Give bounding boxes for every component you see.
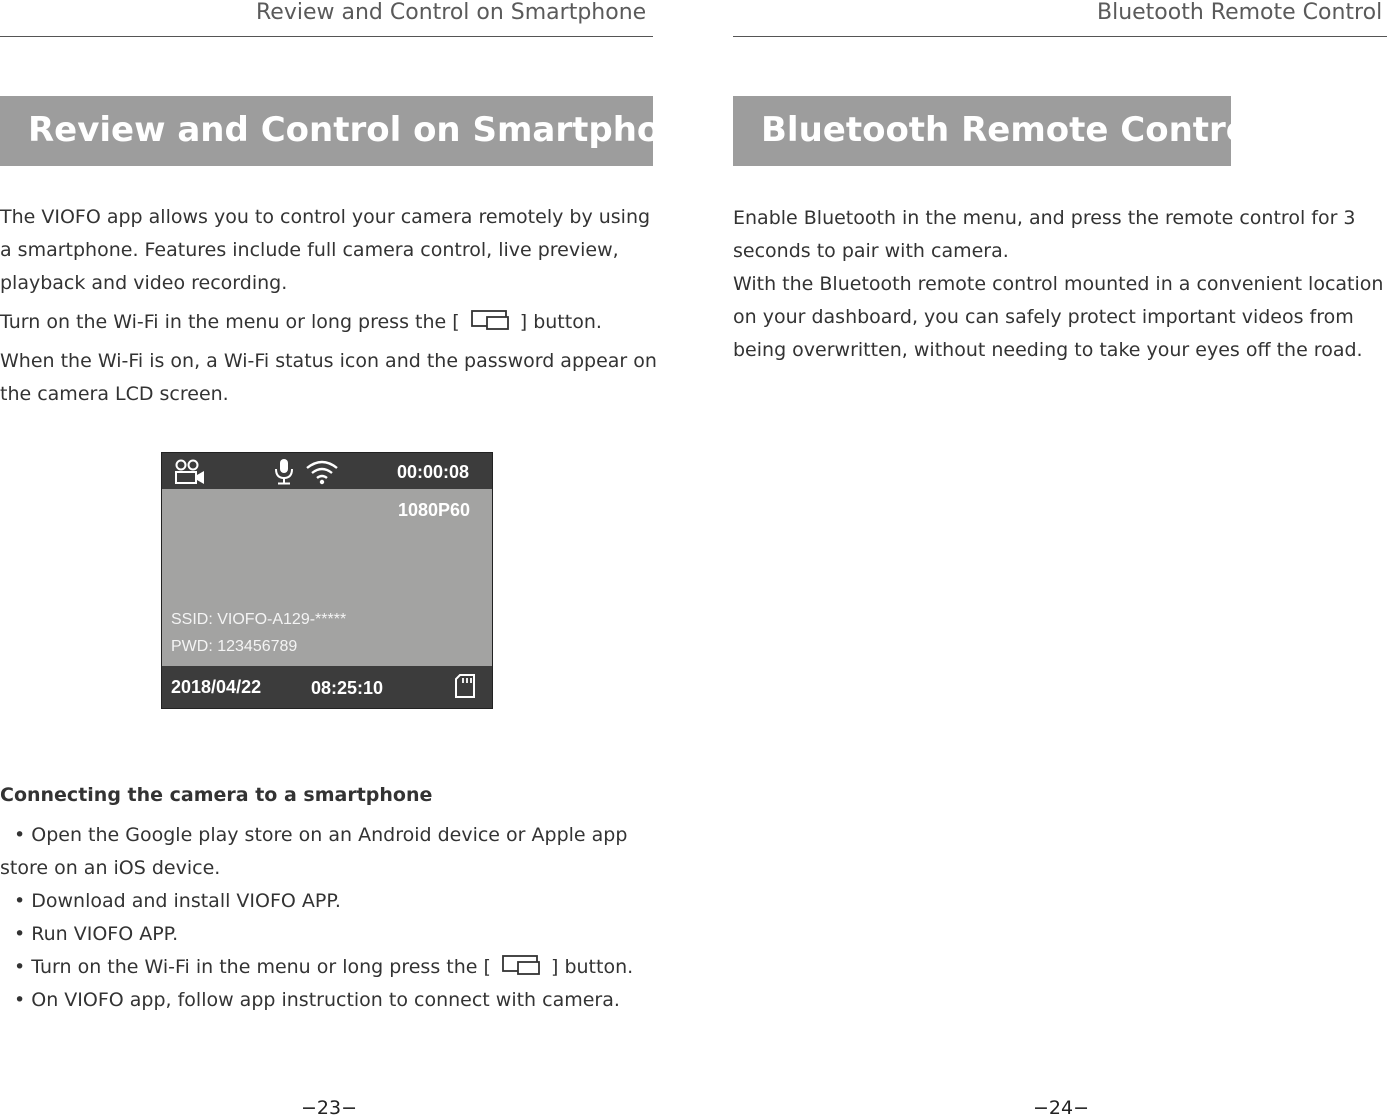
dual-camera-icon <box>174 459 206 485</box>
right-page-number: −24− <box>1033 1097 1090 1119</box>
right-section-banner <box>733 96 1261 166</box>
connect-heading: Connecting the camera to a smartphone <box>0 784 433 806</box>
ssid-label: SSID: VIOFO-A129-***** <box>171 611 347 628</box>
wifi-button-icon <box>470 309 510 331</box>
left-section-banner <box>0 96 708 166</box>
camera-lcd-screen <box>161 452 493 709</box>
date-label: 2018/04/22 <box>171 677 262 697</box>
intro-line: The VIOFO app allows you to control your camera remotely by using <box>0 206 651 228</box>
wifi-instruction-after: ] button. <box>519 311 602 333</box>
intro-line: a smartphone. Features include full camera control, live preview, <box>0 239 619 261</box>
elapsed-time: 00:00:08 <box>397 462 470 482</box>
wifi-icon <box>305 459 339 485</box>
right-running-head: Bluetooth Remote Control <box>1097 0 1383 25</box>
wifi-button-icon <box>501 954 541 976</box>
password-label: PWD: 123456789 <box>171 638 298 655</box>
bluetooth-paragraph <box>733 202 1383 367</box>
connect-steps <box>0 819 633 1017</box>
step-line: store on an iOS device. <box>0 857 221 879</box>
step-line: • On VIOFO app, follow app instruction to connect with camera. <box>14 989 620 1011</box>
left-header-rule <box>0 36 653 37</box>
screen-top-bar <box>162 453 492 489</box>
right-header-rule <box>733 36 1387 37</box>
status-line: When the Wi-Fi is on, a Wi-Fi status icon and the password appear on <box>0 350 657 372</box>
wifi-instruction <box>0 306 657 339</box>
step4-after: ] button. <box>551 956 634 978</box>
bluetooth-line: being overwritten, without needing to take your eyes off the road. <box>733 339 1363 361</box>
bluetooth-line: seconds to pair with camera. <box>733 240 1009 262</box>
sd-card-icon <box>454 673 476 699</box>
microphone-icon <box>274 458 294 485</box>
bluetooth-line: Enable Bluetooth in the menu, and press the remote control for 3 <box>733 207 1356 229</box>
clock-label: 08:25:10 <box>311 678 384 698</box>
bluetooth-line: on your dashboard, you can safely protect important videos from <box>733 306 1354 328</box>
step-line: • Run VIOFO APP. <box>14 923 179 945</box>
intro-paragraph <box>0 201 657 411</box>
status-line: the camera LCD screen. <box>0 383 229 405</box>
resolution-label: 1080P60 <box>398 500 471 520</box>
right-banner-title: Bluetooth Remote Control <box>761 110 1261 150</box>
screen-bottom-bar <box>162 666 492 708</box>
left-banner-title: Review and Control on Smartphone <box>28 110 708 150</box>
step-line: • Open the Google play store on an Android device or Apple app <box>14 824 628 846</box>
left-running-head: Review and Control on Smartphone <box>256 0 647 25</box>
step-line: • Download and install VIOFO APP. <box>14 890 341 912</box>
wifi-instruction-before: Turn on the Wi-Fi in the menu or long press the [ <box>0 311 460 333</box>
step4-before: • Turn on the Wi-Fi in the menu or long press the [ <box>14 956 491 978</box>
step-line <box>0 951 633 984</box>
left-page-number: −23− <box>301 1097 358 1119</box>
intro-line: playback and video recording. <box>0 272 288 294</box>
bluetooth-line: With the Bluetooth remote control mounted in a convenient location <box>733 273 1384 295</box>
